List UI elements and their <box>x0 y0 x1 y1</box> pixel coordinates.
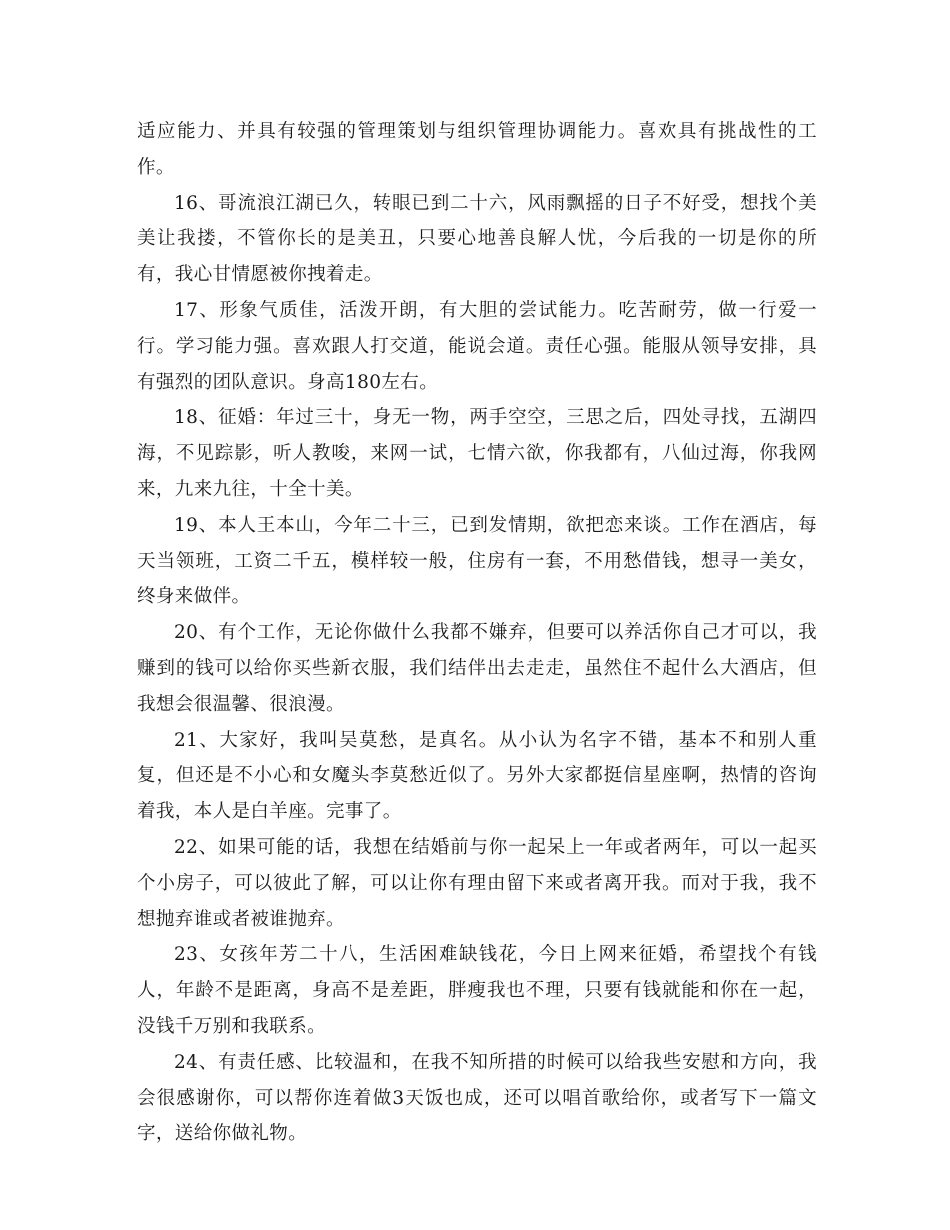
paragraph-item-24: 24、有责任感、比较温和，在我不知所措的时候可以给我些安慰和方向，我会很感谢你，可以帮你连着做3天饭也成，还可以唱首歌给你，或者写下一篇文字，送给你做礼物。 <box>137 1051 817 1145</box>
paragraph-item-17: 17、形象气质佳，活泼开朗，有大胆的尝试能力。吃苦耐劳，做一行爱一行。学习能力强。喜欢跟人打交道，能说会道。责任心强。能服从领导安排，具有强烈的团队意识。身高180左右。 <box>137 299 817 393</box>
paragraph-item-19: 19、本人王本山，今年二十三，已到发情期，欲把恋来谈。工作在酒店，每天当领班，工资二千五，模样较一般，住房有一套，不用愁借钱，想寻一美女，终身来做伴。 <box>137 514 817 608</box>
paragraph-item-23: 23、女孩年芳二十八，生活困难缺钱花，今日上网来征婚，希望找个有钱人，年龄不是距离，身高不是差距，胖瘦我也不理，只要有钱就能和你在一起，没钱千万别和我联系。 <box>137 944 817 1037</box>
paragraph-item-18: 18、征婚：年过三十，身无一物，两手空空，三思之后，四处寻找，五湖四海，不见踪影，听人教唆，来网一试，七情六欲，你我都有，八仙过海，你我网来，九来九往，十全十美。 <box>137 407 817 500</box>
paragraph-item-22: 22、如果可能的话，我想在结婚前与你一起呆上一年或者两年，可以一起买个小房子，可以彼此了解，可以让你有理由留下来或者离开我。而对于我，我不想抛弃谁或者被谁抛弃。 <box>137 836 817 930</box>
paragraph-item-16: 16、哥流浪江湖已久，转眼已到二十六，风雨飘摇的日子不好受，想找个美美让我搂，不管你长的是美丑，只要心地善良解人忧，今后我的一切是你的所有，我心甘情愿被你拽着走。 <box>137 192 817 286</box>
paragraph-continuation: 适应能力、并具有较强的管理策划与组织管理协调能力。喜欢具有挑战性的工作。 <box>137 121 817 178</box>
document-body <box>137 114 817 1152</box>
paragraph-item-21: 21、大家好，我叫吴莫愁，是真名。从小认为名字不错，基本不和别人重复，但还是不小心和女魔头李莫愁近似了。另外大家都挺信星座啊，热情的咨询着我，本人是白羊座。完事了。 <box>137 729 817 823</box>
paragraph-item-20: 20、有个工作，无论你做什么我都不嫌弃，但要可以养活你自己才可以，我赚到的钱可以给你买些新衣服，我们结伴出去走走，虽然住不起什么大酒店，但我想会很温馨、很浪漫。 <box>137 622 817 715</box>
